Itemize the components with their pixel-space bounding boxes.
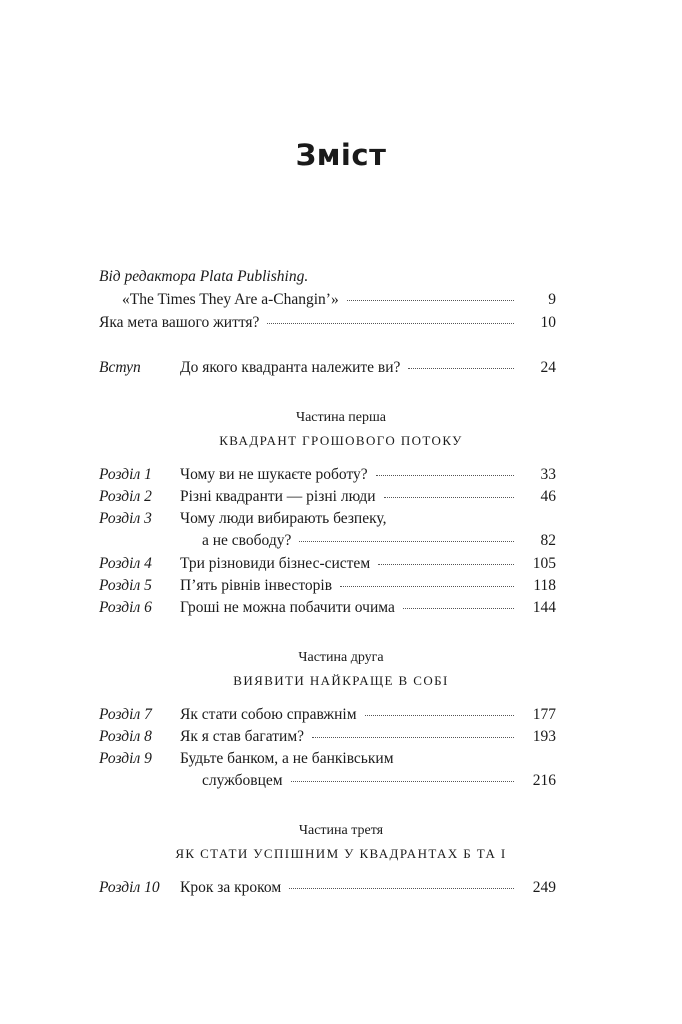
toc-row-chapter-9[interactable] [0,748,682,770]
toc-entry-label: Розділ 1 [99,466,152,483]
toc-row-chapter-5[interactable] [0,575,682,597]
part-1-title: КВАДРАНТ ГРОШОВОГО ПОТОКУ [219,433,463,448]
dot-leader [340,586,514,587]
toc-entry-title: Як стати собою справжнім [180,706,357,723]
toc-entry-label: Розділ 6 [99,599,152,616]
toc-row-chapter-6[interactable] [0,597,682,619]
dot-leader [376,475,514,476]
toc-entry-page: 118 [533,577,556,594]
toc-entry-label: Розділ 9 [99,750,152,767]
toc-row-intro[interactable] [0,357,682,379]
toc-entry-page: 46 [540,488,556,505]
toc-entry[interactable] [180,486,556,508]
toc-entry-intro[interactable] [180,357,556,379]
toc-entry-title: Чому люди вибирають безпеку, [180,510,387,527]
toc-entry-page: 193 [532,728,556,745]
toc-entry-chapter-3[interactable] [202,530,556,552]
toc-entry-page: 24 [540,359,556,376]
toc-entry[interactable] [180,464,556,486]
toc-row-chapter-2[interactable] [0,486,682,508]
toc-entry-title: Три різновиди бізнес-систем [180,555,371,572]
dot-leader [312,737,514,738]
toc-entry-label: Розділ 10 [99,879,160,896]
toc-entry-title: Як я став багатим? [180,728,305,745]
toc-entry-title-cont: службовцем [202,772,283,789]
toc-entry[interactable] [180,704,556,726]
toc-entry-title: «The Times They Are a-Changin’» [122,291,339,308]
toc-entry-label: Розділ 8 [99,728,152,745]
toc-entry-label: Розділ 3 [99,510,152,527]
part-3-title: ЯК СТАТИ УСПІШНИМ У КВАДРАНТАХ Б ТА І [175,846,507,861]
toc-entry-label: Розділ 2 [99,488,152,505]
toc-entry-editor-note[interactable] [122,289,556,311]
toc-entry-page: 33 [540,466,556,483]
toc-row-chapter-8[interactable] [0,726,682,748]
dot-leader [384,497,514,498]
dot-leader [291,781,514,782]
page-title: Зміст [295,138,387,172]
toc-entry-purpose[interactable] [99,312,556,334]
toc-row-chapter-3[interactable] [0,508,682,530]
dot-leader [378,564,514,565]
part-2-label: Частина друга [298,650,384,665]
toc-row-chapter-4[interactable] [0,553,682,575]
dot-leader [299,541,514,542]
toc-entry[interactable] [180,726,556,748]
toc-entry-page: 9 [548,291,556,308]
toc-row-chapter-1[interactable] [0,464,682,486]
toc-entry-page: 82 [540,532,556,549]
toc-entry[interactable] [180,553,556,575]
toc-entry-label: Розділ 4 [99,555,152,572]
toc-entry-page: 105 [532,555,556,572]
toc-entry-title: Яка мета вашого життя? [99,314,260,331]
part-2-title: ВИЯВИТИ НАЙКРАЩЕ В СОБІ [233,673,449,688]
toc-entry-label: Розділ 5 [99,577,152,594]
toc-entry-page: 249 [532,879,556,896]
toc-entry-title: Гроші не можна побачити очима [180,599,395,616]
toc-entry-title: П’ять рівнів інвесторів [180,577,333,594]
toc-entry-title: Різні квадранти — різні люди [180,488,376,505]
toc-entry-label: Вступ [99,359,141,376]
part-3-label: Частина третя [298,823,384,838]
dot-leader [267,323,514,324]
toc-entry-page: 177 [532,706,556,723]
toc-entry[interactable] [180,575,556,597]
editor-note-title: Від редактора Plata Publishing. [99,268,309,285]
toc-entry-page: 216 [532,772,556,789]
toc-row-chapter-7[interactable] [0,704,682,726]
toc-entry-title: Крок за кроком [180,879,282,896]
dot-leader [347,300,514,301]
toc-entry-title-cont: а не свободу? [202,532,292,549]
toc-entry-title: Чому ви не шукаєте роботу? [180,466,368,483]
toc-entry-chapter-9[interactable] [202,770,556,792]
part-1-label: Частина перша [295,410,387,425]
dot-leader [408,368,514,369]
dot-leader [365,715,514,716]
dot-leader [403,608,514,609]
toc-entry[interactable] [180,877,556,899]
toc-entry-page: 144 [532,599,556,616]
dot-leader [289,888,514,889]
toc-entry-label: Розділ 7 [99,706,152,723]
toc-entry-page: 10 [540,314,556,331]
toc-entry-title: До якого квадранта належите ви? [180,359,401,376]
toc-entry-title: Будьте банком, а не банківським [180,750,394,767]
toc-row-chapter-10[interactable] [0,877,682,899]
toc-entry[interactable] [180,597,556,619]
